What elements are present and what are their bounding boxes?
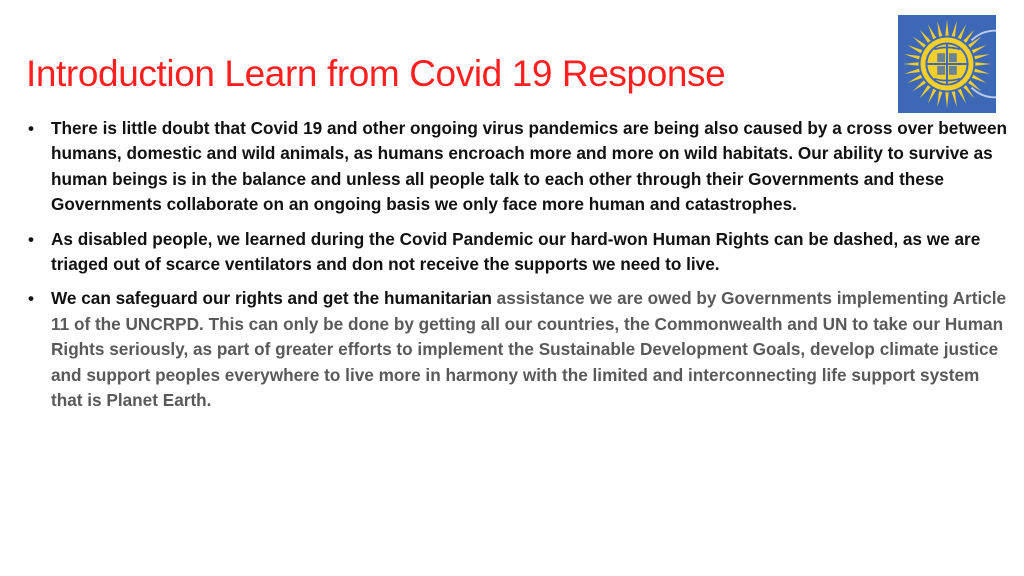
slide-title: Introduction Learn from Covid 19 Response	[26, 53, 726, 94]
bullet-marker: •	[28, 229, 34, 249]
bullet-marker: •	[28, 289, 34, 309]
bullet-item	[26, 227, 1008, 278]
bullet-text: As disabled people, we learned during the Covid Pandemic our hard-won Human Rights can be dashed, as we are triaged out of scarce ventilators and don not receive the supports we need to live.	[51, 228, 981, 275]
bullet-list	[26, 116, 1008, 422]
bullet-item	[26, 286, 1008, 413]
bullet-text: There is little doubt that Covid 19 and other ongoing virus pandemics are being also caused by a cross over between humans, domestic and wild animals, as humans encroach more and more on wild habitats. Our ability to survive as human beings is in the balance and unless all people talk to each other through their Governments and these Governments collaborate on an ongoing basis we only face more human and catastrophes.	[51, 118, 1008, 215]
bullet-text-muted: assistance we are owed by Governments implementing Article 11 of the UNCRPD. This can only be done by getting all our countries, the Commonwealth and UN to take our Human Rights seriously, as part of greater efforts to implement the Sustainable Development Goals, develop climate justice and support peoples everywhere to live more in harmony with the limited and interconnecting life support system that is Planet Earth.	[51, 288, 1007, 411]
commonwealth-emblem-icon	[898, 15, 996, 113]
bullet-text-dark: We can safeguard our rights and get the humanitarian	[51, 288, 492, 309]
bullet-marker: •	[28, 119, 34, 138]
bullet-item	[26, 116, 1008, 218]
